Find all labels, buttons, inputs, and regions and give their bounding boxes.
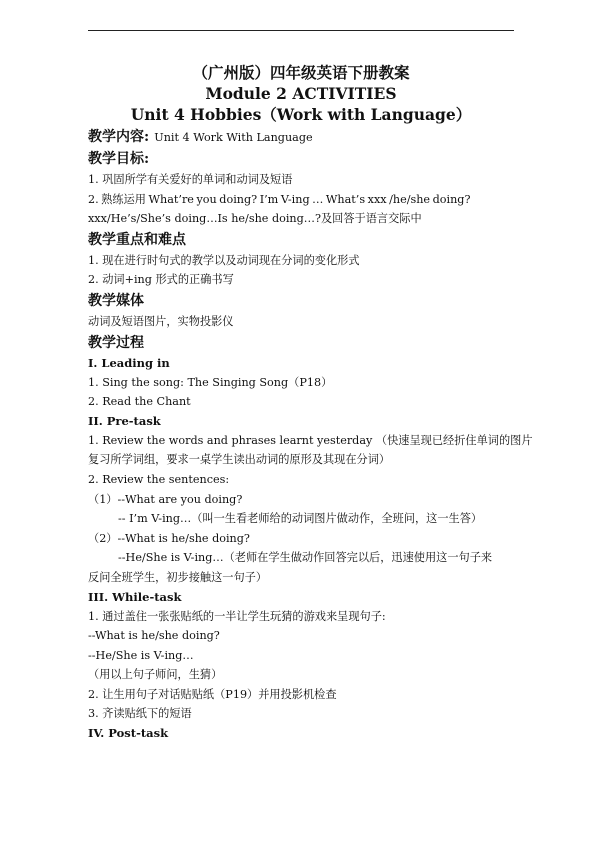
section-2-sub-2-answer-cont: 反问全班学生，初步接触这一句子） xyxy=(88,570,268,584)
section-3-line-question: --What is he/she doing? xyxy=(88,629,220,643)
section-2-item-2: 2. Review the sentences: xyxy=(88,472,230,486)
content-value: Unit 4 Work With Language xyxy=(154,131,313,144)
objective-2-line-1: 2. 熟练运用 What’re you doing? I’m V-ing … What’s xxx /he/she doing? xyxy=(88,192,471,206)
section-3-item-3: 3. 齐读贴纸下的短语 xyxy=(88,707,192,721)
top-divider xyxy=(88,30,514,31)
section-4-heading: IV. Post-task xyxy=(88,726,169,741)
key-points-heading: 教学重点和难点 xyxy=(88,231,186,248)
section-3-item-1: 1. 通过盖住一张张贴纸的一半让学生玩猜的游戏来呈现句子: xyxy=(88,609,386,623)
section-1-item-2: 2. Read the Chant xyxy=(88,395,191,409)
objectives-heading: 教学目标: xyxy=(88,151,150,167)
key-point-1: 1. 现在进行时句式的教学以及动词现在分词的变化形式 xyxy=(88,253,360,267)
section-1-item-1: 1. Sing the song: The Singing Song（P18） xyxy=(88,375,333,389)
section-3-line-answer: --He/She is V-ing… xyxy=(88,648,194,662)
content-row xyxy=(88,125,514,148)
section-3-item-2: 2. 让生用句子对话贴贴纸（P19）并用投影机检查 xyxy=(88,687,337,701)
key-point-2: 2. 动词+ing 形式的正确书写 xyxy=(88,273,234,287)
section-1-heading: I. Leading in xyxy=(88,355,170,370)
doc-title-line-2: Module 2 ACTIVITIES xyxy=(205,84,397,103)
content-label: 教学内容: xyxy=(88,129,150,145)
objective-1: 1. 巩固所学有关爱好的单词和动词及短语 xyxy=(88,173,293,186)
section-2-sub-2-answer: --He/She is V-ing…（老师在学生做动作回答完以后，迅速使用这一句子来 xyxy=(118,551,493,565)
section-2-sub-1-answer: -- I’m V-ing…（叫一生看老师给的动词图片做动作，全班问，这一生答） xyxy=(118,512,483,526)
doc-title-line-1: （广州版）四年级英语下册教案 xyxy=(192,63,410,82)
process-heading: 教学过程 xyxy=(88,334,144,351)
section-2-heading: II. Pre-task xyxy=(88,413,161,428)
section-2-sub-2-question: （2）--What is he/she doing? xyxy=(88,531,250,545)
media-heading: 教学媒体 xyxy=(88,292,144,309)
section-2-sub-1-question: （1）--What are you doing? xyxy=(88,492,243,506)
section-3-heading: III. While-task xyxy=(88,589,182,604)
section-2-item-1-line-1: 1. Review the words and phrases learnt yesterday （快速呈现已经折住单词的图片 xyxy=(88,433,533,447)
doc-title-line-3: Unit 4 Hobbies（Work with Language） xyxy=(130,105,472,124)
media-text: 动词及短语图片，实物投影仪 xyxy=(88,314,234,328)
section-3-note: （用以上句子师问，生猜） xyxy=(88,668,223,682)
objective-2-line-2: xxx/He’s/She’s doing…Is he/she doing…?及回答于语言交际中 xyxy=(88,212,422,226)
document-body xyxy=(88,62,533,743)
section-2-item-1-line-2: 复习所学词组，要求一桌学生读出动词的原形及其现在分词） xyxy=(88,453,391,467)
